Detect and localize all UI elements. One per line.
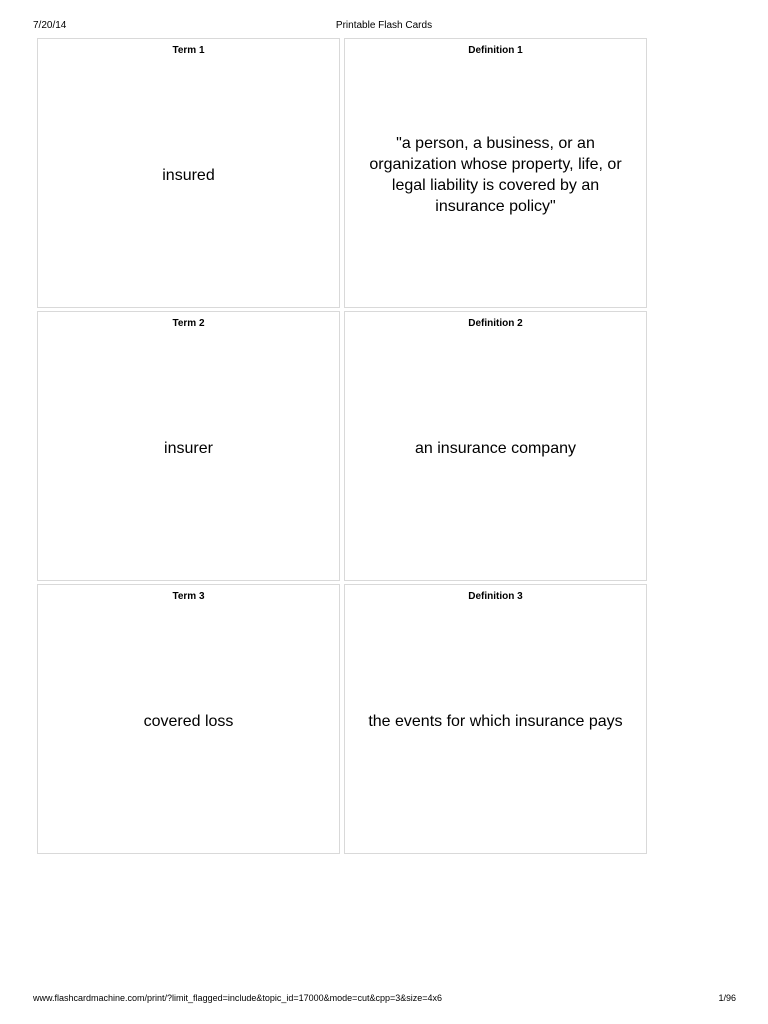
definition-card-2 [344, 311, 647, 581]
term-text: covered loss [143, 712, 234, 730]
term-text: insurer [164, 439, 213, 457]
page-number: 1/96 [718, 993, 736, 1003]
term-card-1 [37, 38, 340, 308]
definition-text: an insurance company [415, 439, 576, 457]
definition-label: Definition 1 [468, 45, 523, 56]
definition-card-3 [344, 584, 647, 854]
card-row-3 [37, 584, 647, 854]
term-card-3 [37, 584, 340, 854]
page-title: Printable Flash Cards [335, 20, 433, 31]
term-card-2 [37, 311, 340, 581]
term-label: Term 1 [172, 45, 205, 56]
card-row-2 [37, 311, 647, 581]
card-row-1 [37, 38, 647, 308]
term-label: Term 2 [172, 318, 205, 329]
definition-card-1 [344, 38, 647, 308]
flash-card-grid [37, 38, 647, 857]
definition-text: the events for which insurance pays [368, 712, 623, 730]
term-label: Term 3 [172, 591, 205, 602]
source-url: www.flashcardmachine.com/print/?limit_flagged=include&topic_id=17000&mode=cut&cpp=3&size=4x6 [33, 993, 442, 1003]
print-date: 7/20/14 [33, 20, 67, 31]
definition-label: Definition 2 [468, 318, 523, 329]
definition-text: "a person, a business, or an organization whose property, life, or legal liability is covered by an insurance policy" [369, 135, 622, 215]
definition-label: Definition 3 [468, 591, 523, 602]
term-text: insured [162, 166, 215, 184]
